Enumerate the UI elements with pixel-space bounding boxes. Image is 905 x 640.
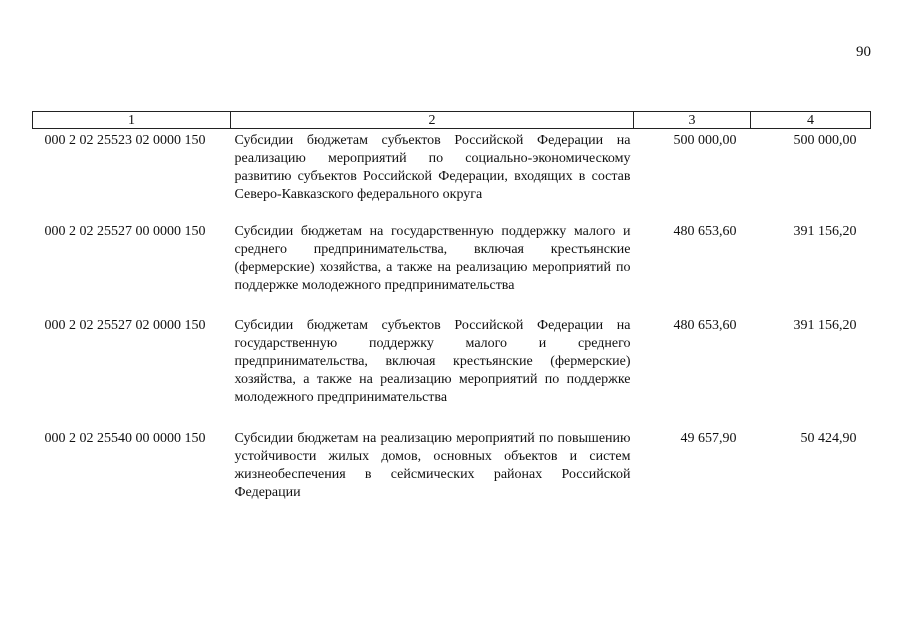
table-row	[33, 220, 871, 314]
amount-col4-cell: 500 000,00	[793, 133, 857, 148]
amount-col4-cell: 391 156,20	[793, 318, 857, 333]
column-header-2: 2	[231, 112, 634, 129]
budget-table	[32, 111, 871, 510]
description-cell: Субсидии бюджетам субъектов Российской Федерации на реализацию мероприятий по социально-экономическому развитию субъектов Российской Федерации, входящих в состав Северо-Кавказского федерального округа	[234, 133, 631, 202]
amount-col3-cell: 49 657,90	[680, 431, 737, 446]
description-cell: Субсидии бюджетам на реализацию мероприятий по повышению устойчивости жилых домов, основных объектов и систем жизнеобеспечения в сейсмических районах Российской Федерации	[234, 431, 631, 500]
table-header-row	[33, 112, 871, 129]
amount-col4-cell: 391 156,20	[793, 224, 857, 239]
column-header-1: 1	[33, 112, 231, 129]
amount-col3-cell: 500 000,00	[673, 133, 737, 148]
column-header-4: 4	[751, 112, 871, 129]
table-row	[33, 427, 871, 510]
budget-code-cell: 000 2 02 25540 00 0000 150	[44, 431, 206, 446]
table-row	[33, 129, 871, 221]
table-row	[33, 314, 871, 427]
amount-col3-cell: 480 653,60	[673, 318, 737, 333]
description-cell: Субсидии бюджетам субъектов Российской Федерации на государственную поддержку малого и среднего предпринимательства, включая крестьянские (фермерские) хозяйства, а также на реализацию мероприятий по поддержке молодежного предпринимательства	[234, 318, 631, 405]
budget-code-cell: 000 2 02 25527 00 0000 150	[44, 224, 206, 239]
page-number: 90	[856, 44, 871, 60]
amount-col4-cell: 50 424,90	[800, 431, 857, 446]
column-header-3: 3	[634, 112, 751, 129]
description-cell: Субсидии бюджетам на государственную поддержку малого и среднего предпринимательства, включая крестьянские (фермерские) хозяйства, а также на реализацию мероприятий по поддержке молодежного предпринимательства	[234, 224, 631, 293]
amount-col3-cell: 480 653,60	[673, 224, 737, 239]
budget-code-cell: 000 2 02 25523 02 0000 150	[44, 133, 206, 148]
budget-code-cell: 000 2 02 25527 02 0000 150	[44, 318, 206, 333]
